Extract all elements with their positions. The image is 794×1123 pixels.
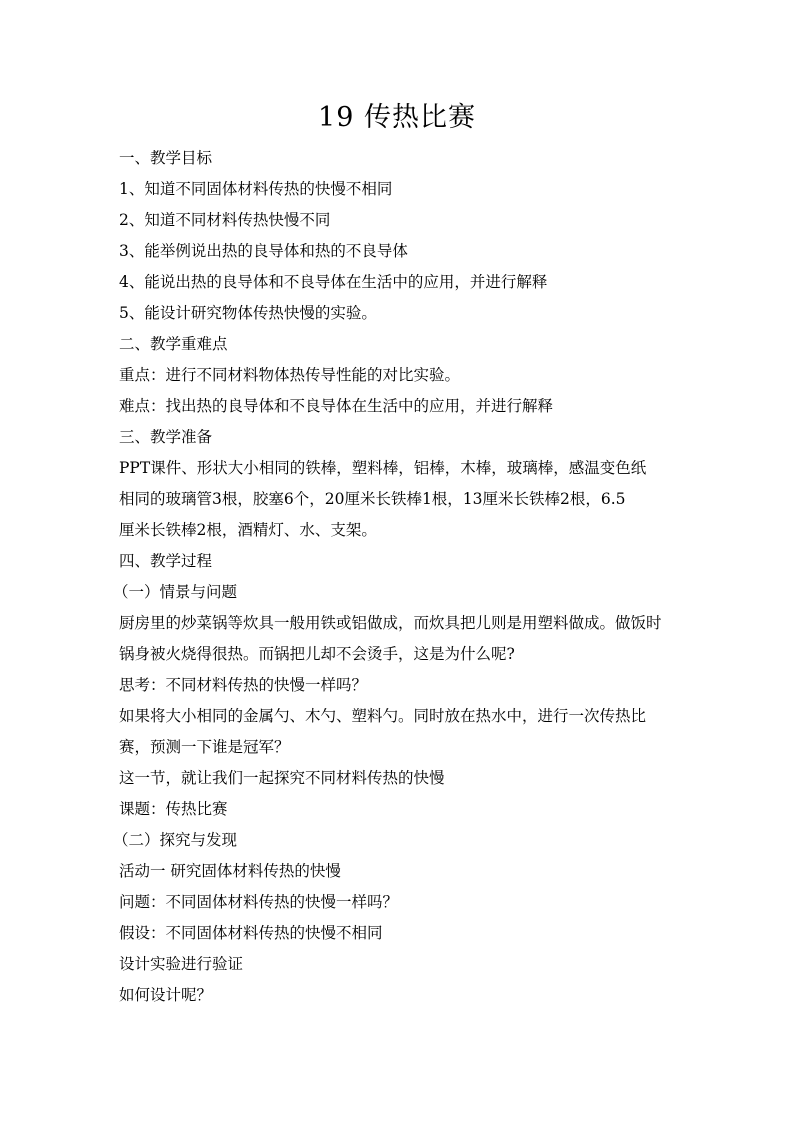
preparation-text: PPT课件、形状大小相同的铁棒，塑料棒，铝棒，木棒，玻璃棒，感温变色纸	[119, 459, 647, 477]
activity-title: 活动一 研究固体材料传热的快慢	[119, 862, 341, 880]
page-title: 19 传热比赛	[318, 102, 476, 133]
paragraph-text: 赛，预测一下谁是冠军？	[119, 738, 290, 756]
preparation-text: 相同的玻璃管3根，胶塞6个，20厘米长铁棒1根，13厘米长铁棒2根，6.5	[119, 490, 626, 508]
hypothesis-text: 假设：不同固体材料传热的快慢不相同	[119, 924, 383, 942]
heading-preparation: 三、教学准备	[119, 428, 213, 446]
lesson-topic: 课题：传热比赛	[119, 800, 228, 818]
paragraph-text: 锅身被火烧得很热。而锅把儿却不会烫手，这是为什么呢?	[119, 645, 515, 663]
heading-teaching-objectives: 一、教学目标	[119, 149, 213, 167]
difficult-point: 难点：找出热的良导体和不良导体在生活中的应用，并进行解释	[119, 397, 554, 415]
document-body	[113, 143, 681, 1011]
heading-key-points: 二、教学重难点	[119, 335, 228, 353]
heading-teaching-process: 四、教学过程	[119, 552, 213, 570]
objective-item: 2、知道不同材料传热快慢不同	[119, 211, 331, 229]
paragraph-text: 如果将大小相同的金属勺、木勺、塑料勺。同时放在热水中，进行一次传热比	[119, 707, 647, 725]
key-point: 重点：进行不同材料物体热传导性能的对比实验。	[119, 366, 461, 384]
subheading-scenario: （一）情景与问题	[113, 583, 238, 601]
paragraph-text: 这一节，就让我们一起探究不同材料传热的快慢	[119, 769, 445, 787]
paragraph-text: 思考：不同材料传热的快慢一样吗？	[119, 676, 368, 694]
objective-item: 3、能举例说出热的良导体和热的不良导体	[119, 242, 408, 260]
preparation-text: 厘米长铁棒2根，酒精灯、水、支架。	[119, 521, 377, 539]
question-text: 问题：不同固体材料传热的快慢一样吗？	[119, 893, 399, 911]
paragraph-text: 如何设计呢？	[119, 986, 213, 1004]
paragraph-text: 设计实验进行验证	[119, 955, 244, 973]
objective-item: 1、知道不同固体材料传热的快慢不相同	[119, 180, 393, 198]
objective-item: 5、能设计研究物体传热快慢的实验。	[119, 304, 377, 322]
paragraph-text: 厨房里的炒菜锅等炊具一般用铁或铝做成，而炊具把儿则是用塑料做成。做饭时	[119, 614, 662, 632]
subheading-explore: （二）探究与发现	[113, 831, 238, 849]
objective-item: 4、能说出热的良导体和不良导体在生活中的应用，并进行解释	[119, 273, 548, 291]
